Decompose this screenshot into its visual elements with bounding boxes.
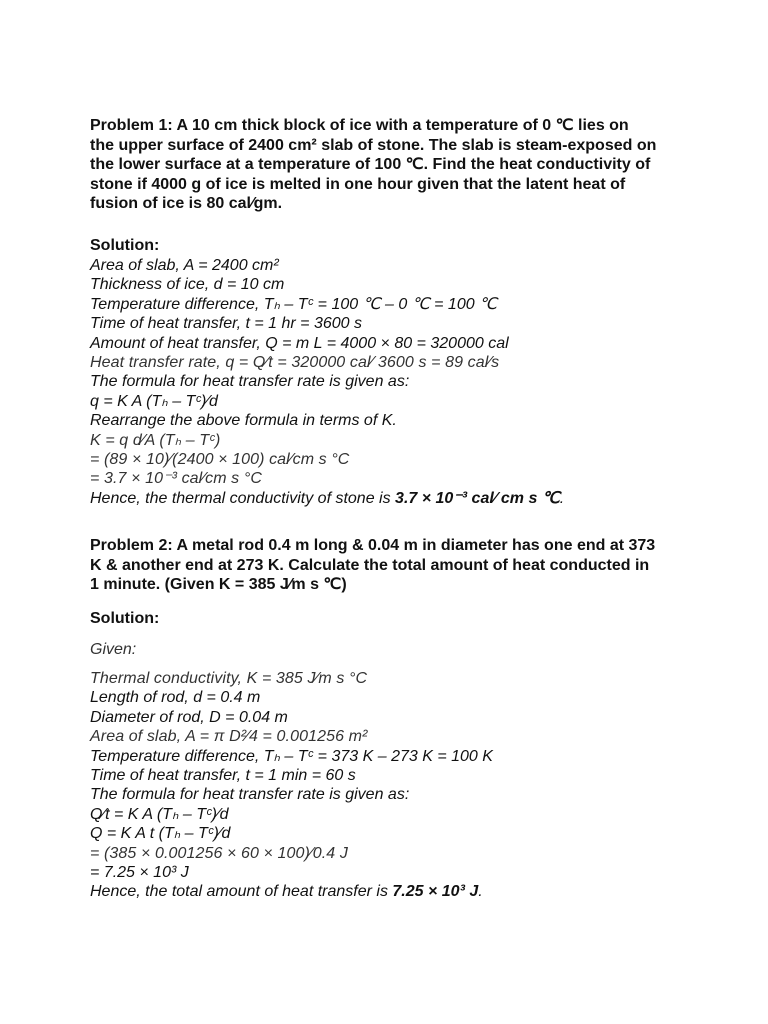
problem-1-line: fusion of ice is 80 cal∕gm.	[90, 195, 283, 212]
solution-line-area: Area of slab, A = π D²∕4 = 0.001256 m²	[90, 728, 368, 746]
conclusion-period: .	[478, 883, 483, 901]
problem-2-statement	[90, 536, 690, 595]
solution-line-time: Time of heat transfer, t = 1 min = 60 s	[90, 767, 356, 785]
given-label: Given:	[90, 641, 137, 658]
solution-line-conclusion	[90, 489, 690, 508]
solution-line-conductivity: Thermal conductivity, K = 385 J∕m s °C	[90, 670, 368, 687]
solution-line-formula-intro: The formula for heat transfer rate is given as:	[90, 373, 410, 391]
problem-2-line: 1 minute. (Given K = 385 J∕m s ℃)	[90, 576, 347, 593]
solution-line-k-equation: K = q d∕A (Tₕ – Tᶜ)	[90, 431, 221, 449]
conclusion-period: .	[559, 489, 565, 507]
problem-1-statement	[90, 116, 690, 214]
solution-line-rate-formula: Q∕t = K A (Tₕ – Tᶜ)∕d	[90, 805, 229, 823]
solution-line-q-formula: Q = K A t (Tₕ – Tᶜ)∕d	[90, 825, 231, 843]
conclusion-text: Hence, the total amount of heat transfer is	[90, 883, 393, 901]
solution-line-diameter: Diameter of rod, D = 0.04 m	[90, 708, 288, 726]
problem-1-line: Problem 1: A 10 cm thick block of ice with a temperature of 0 ℃ lies on	[90, 117, 629, 134]
problem-2-solution	[90, 669, 690, 902]
solution-label: Solution:	[90, 610, 160, 627]
problem-1-solution	[90, 236, 690, 508]
solution-line-k-substitution: = (89 × 10)∕(2400 × 100) cal∕cm s °C	[90, 450, 350, 468]
solution-line-conclusion	[90, 882, 690, 901]
solution-line-thickness: Thickness of ice, d = 10 cm	[90, 276, 285, 294]
problem-1-line: stone if 4000 g of ice is melted in one hour given that the latent heat of	[90, 175, 626, 193]
solution-line-k-value: = 3.7 × 10⁻³ cal∕cm s °C	[90, 470, 262, 488]
conclusion-value: 3.7 × 10⁻³ cal∕ cm s ℃	[395, 489, 560, 507]
solution-line-q-substitution: = (385 × 0.001256 × 60 × 100)∕0.4 J	[90, 844, 348, 862]
problem-1-line: the upper surface of 2400 cm² slab of stone. The slab is steam-exposed on	[90, 136, 657, 154]
solution-line-formula: q = K A (Tₕ – Tᶜ)∕d	[90, 392, 218, 410]
solution-line-temp-diff: Temperature difference, Tₕ – Tᶜ = 100 ℃ – 0 ℃ = 100 ℃	[90, 295, 498, 313]
conclusion-text: Hence, the thermal conductivity of stone is	[90, 489, 396, 507]
solution-label: Solution:	[90, 237, 160, 254]
solution-line-q-value: = 7.25 × 10³ J	[90, 864, 189, 882]
problem-2-line: K & another end at 273 K. Calculate the total amount of heat conducted in	[90, 556, 650, 574]
problem-2-line: Problem 2: A metal rod 0.4 m long & 0.04 m in diameter has one end at 373	[90, 537, 656, 554]
solution-line-formula-intro: The formula for heat transfer rate is given as:	[90, 786, 410, 804]
solution-line-length: Length of rod, d = 0.4 m	[90, 689, 261, 707]
problem-1-line: the lower surface at a temperature of 100 ℃. Find the heat conductivity of	[90, 156, 651, 173]
conclusion-value: 7.25 × 10³ J	[392, 883, 479, 901]
solution-line-time: Time of heat transfer, t = 1 hr = 3600 s	[90, 315, 363, 333]
solution-line-temp-diff: Temperature difference, Tₕ – Tᶜ = 373 K – 273 K = 100 K	[90, 747, 493, 765]
solution-line-rate: Heat transfer rate, q = Q∕t = 320000 cal∕ 3600 s = 89 cal∕s	[90, 353, 500, 371]
solution-line-rearrange: Rearrange the above formula in terms of K.	[90, 412, 397, 430]
solution-line-area: Area of slab, A = 2400 cm²	[90, 256, 279, 274]
solution-line-amount: Amount of heat transfer, Q = m L = 4000 × 80 = 320000 cal	[90, 334, 509, 352]
